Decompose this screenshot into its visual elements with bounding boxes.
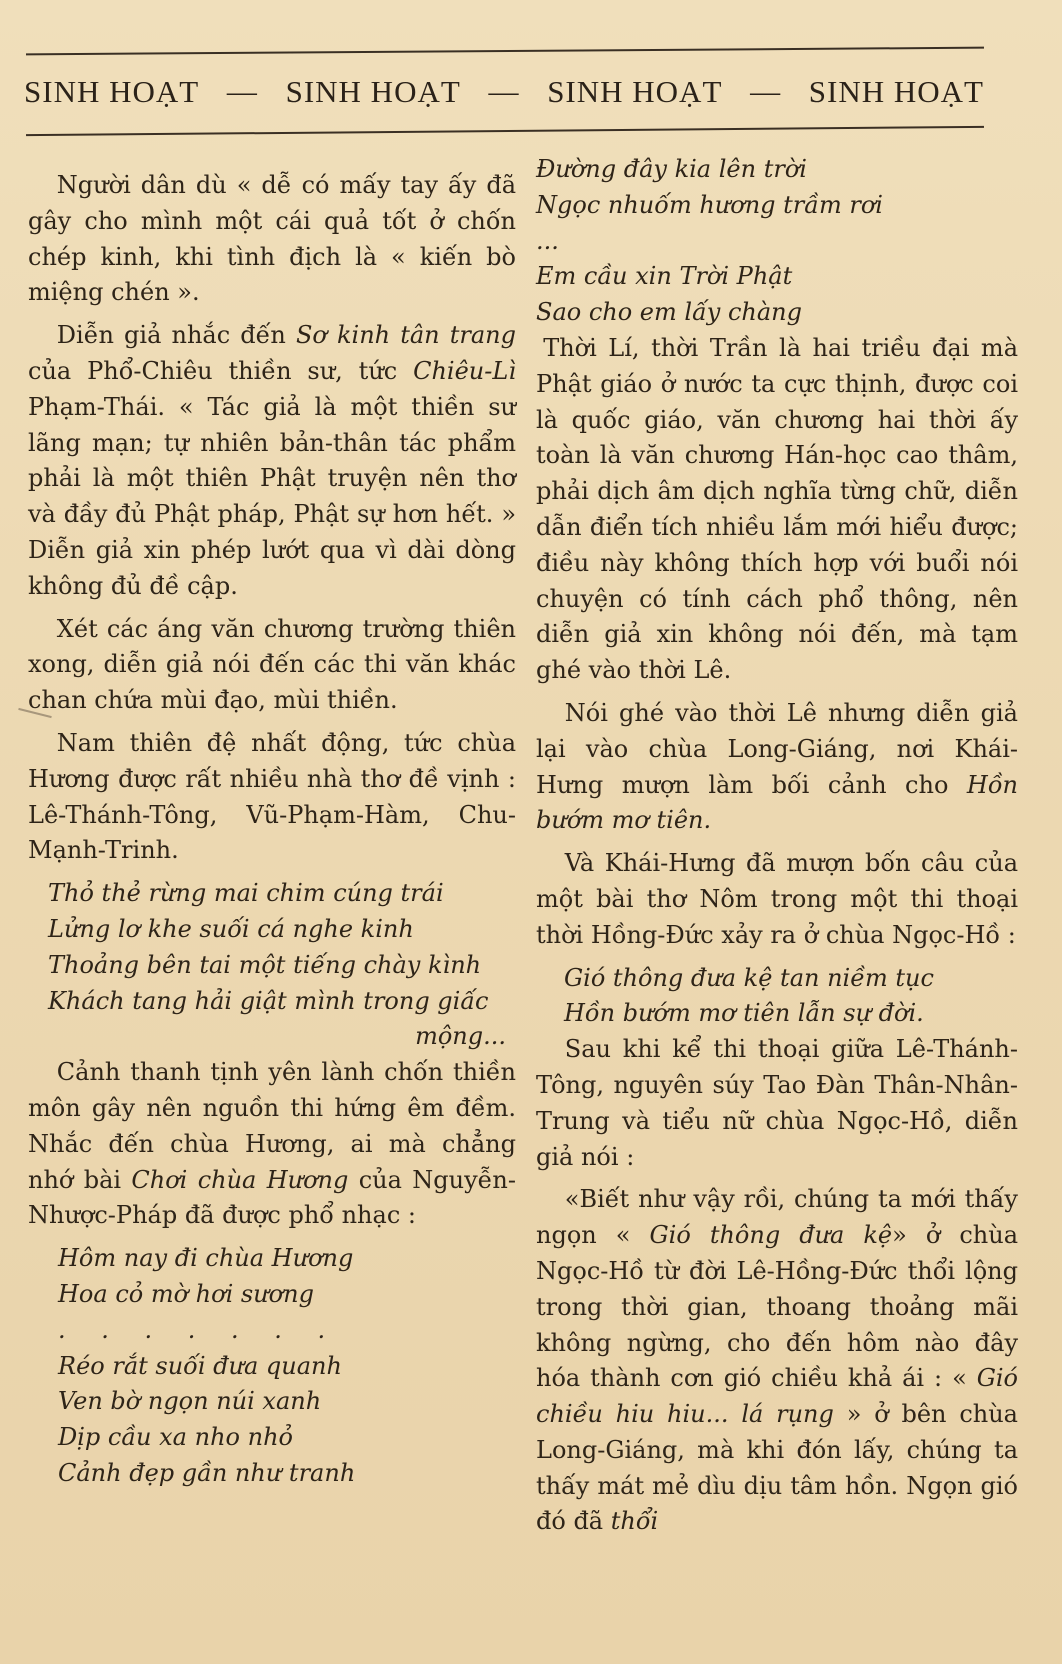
poem-line: Ven bờ ngọn núi xanh — [58, 1387, 322, 1416]
poem-line: Khách tang hải giật mình trong giấc — [48, 986, 489, 1015]
title-so-kinh-tan-trang: Sơ kinh tân trang — [295, 321, 516, 350]
header-title-2: SINH HOẠT — [285, 74, 461, 109]
header-separator-1: — — [226, 75, 258, 108]
poem-line: Thỏ thẻ rừng mai chim cúng trái — [48, 879, 444, 908]
poem-line: Dịp cầu xa nho nhỏ — [58, 1423, 293, 1452]
poem-ellipsis: ... — [536, 226, 559, 255]
top-rule — [26, 47, 984, 56]
poem-line: Hồn bướm mơ tiên lẫn sự đời. — [564, 999, 924, 1028]
poem-line: Cảnh đẹp gần như tranh — [58, 1458, 356, 1487]
word-thoi: thổi — [610, 1507, 659, 1536]
paragraph-bon-cau: Và Khái-Hưng đã mượn bốn câu của một bài thơ Nôm trong một thi thoại thời Hồng-Đức xảy ra ở chùa Ngọc-Hồ : — [536, 849, 1018, 949]
paragraph-truong-thien: Xét các áng văn chương trường thiên xong, diễn giả nói đến các thi văn khác chan chứa mùi đạo, mùi thiền. — [28, 614, 516, 715]
poem-line: Lửng lơ khe suối cá nghe kinh — [48, 914, 414, 943]
poem-line-end: mộng... — [415, 1022, 506, 1051]
paragraph-canh-thanh-tinh: Cảnh thanh tịnh yên lành chốn thiền môn gây nên nguồn thi hứng êm đềm. Nhắc đến chùa Hương, ai mà chẳng nhớ bài Chơi chùa Hương của Nguyễn-Nhược-Pháp đã được phổ nhạc : — [28, 1058, 516, 1230]
poem-line: Ngọc nhuốm hương trầm rơi — [536, 190, 883, 219]
paragraph-gio-thong-dua-ke: «Biết như vậy rồi, chúng ta mới thấy ngọn « Gió thông đưa kệ» ở chùa Ngọc-Hồ từ đời Lê-Hồng-Đức thổi lộng trong thời gian, thoang thoảng mãi không ngừng, cho đến hôm nào đây hóa thành cơn gió chiều khả ái : « Gió chiều hiu hiu... lá rụng » ở bên chùa Long-Giáng, mà khi đón lấy, chúng ta thấy mát mẻ dìu dịu tâm hồn. Ngọn gió đó đã thổi — [536, 1185, 1019, 1536]
poem-ellipsis: . . . . . . . — [58, 1315, 340, 1344]
poem-line: Đường đây kia lên trời — [536, 155, 807, 183]
paragraph-so-kinh-tan-trang: Diễn giả nhắc đến Sơ kinh tân trang của Phổ-Chiêu thiền sư, tức Chiêu-Lì Phạm-Thái. « Tác giả là một thiền sư lãng mạn; tự nhiên bản-thân tác phẩm phải là một thiên Phật truyện nên thơ và đầy đủ Phật pháp, Phật sự hơn hết. » Diễn giả xin phép lướt qua vì dài dòng không đủ đề cập. — [28, 321, 516, 600]
header-bottom-rule — [26, 126, 984, 136]
name-chieu-li: Chiêu-Lì — [413, 356, 516, 385]
poem-line: Hôm nay đi chùa Hương — [58, 1244, 354, 1273]
poem-line: Em cầu xin Trời Phật — [536, 262, 793, 291]
right-column — [536, 152, 1018, 1540]
poem-line: Hoa cỏ mờ hơi sương — [58, 1279, 314, 1308]
section-header — [24, 62, 984, 122]
paragraph-long-giang: Nói ghé vào thời Lê nhưng diễn giả lại vào chùa Long-Giáng, nơi Khái-Hưng mượn làm bối cảnh cho Hồn bướm mơ tiên. — [536, 698, 1018, 835]
header-separator-3: — — [750, 75, 782, 108]
paragraph-thi-thoai: Sau khi kể thi thoại giữa Lê-Thánh-Tông, nguyên súy Tao Đàn Thân-Nhân-Trung và tiểu nữ chùa Ngọc-Hồ, diễn giả nói : — [536, 1035, 1018, 1171]
title-choi-chua-huong: Chơi chùa Hương — [131, 1165, 349, 1194]
poem-duong-day — [536, 152, 1018, 331]
header-title-1: SINH HOẠT — [24, 74, 200, 109]
header-separator-2: — — [488, 75, 520, 108]
paragraph-chua-huong: Nam thiên đệ nhất động, tức chùa Hương được rất nhiều nhà thơ đề vịnh : Lê-Thánh-Tông, Vũ-Phạm-Hàm, Chu-Mạnh-Trinh. — [28, 728, 516, 865]
poem-line: Gió thông đưa kệ tan niềm tục — [564, 963, 934, 992]
poem-line: Réo rắt suối đưa quanh — [58, 1351, 342, 1380]
poem-line: Thoảng bên tai một tiếng chày kình — [48, 950, 482, 979]
quote-gio-chieu: Gió chiều hiu hiu... lá rụng — [536, 1364, 1018, 1429]
poem-tho-the — [28, 876, 516, 1055]
left-column — [28, 168, 516, 1492]
paragraph-thoi-li-tran: Thời Lí, thời Trần là hai triều đại mà Phật giáo ở nước ta cực thịnh, được coi là quốc giáo, văn chương hai thời ấy toàn là văn chương Hán-học cao thâm, phải dịch âm dịch nghĩa từng chữ, diễn dẫn điển tích nhiều lắm mới hiểu được; điều này không thích hợp với buổi nói chuyện có tính cách phổ thông, nên diễn giả xin không nói đến, mà tạm ghé vào thời Lê. — [536, 333, 1018, 685]
poem-choi-chua-huong — [28, 1241, 516, 1492]
poem-line: Sao cho em lấy chàng — [536, 298, 802, 327]
header-title-3: SINH HOẠT — [547, 74, 723, 109]
paragraph-kien-bo: Người dân dù « dễ có mấy tay ấy đã gây cho mình một cái quả tốt ở chốn chép kinh, khi tình địch là « kiến bò miệng chén ». — [28, 171, 516, 307]
quote-gio-thong-dua-ke: Gió thông đưa kệ — [649, 1221, 893, 1250]
header-title-4: SINH HOẠT — [808, 74, 984, 109]
title-hon-buom-mo-tien: Hồn bướm mơ tiên. — [536, 770, 1018, 835]
poem-gio-thong — [536, 961, 1018, 1033]
